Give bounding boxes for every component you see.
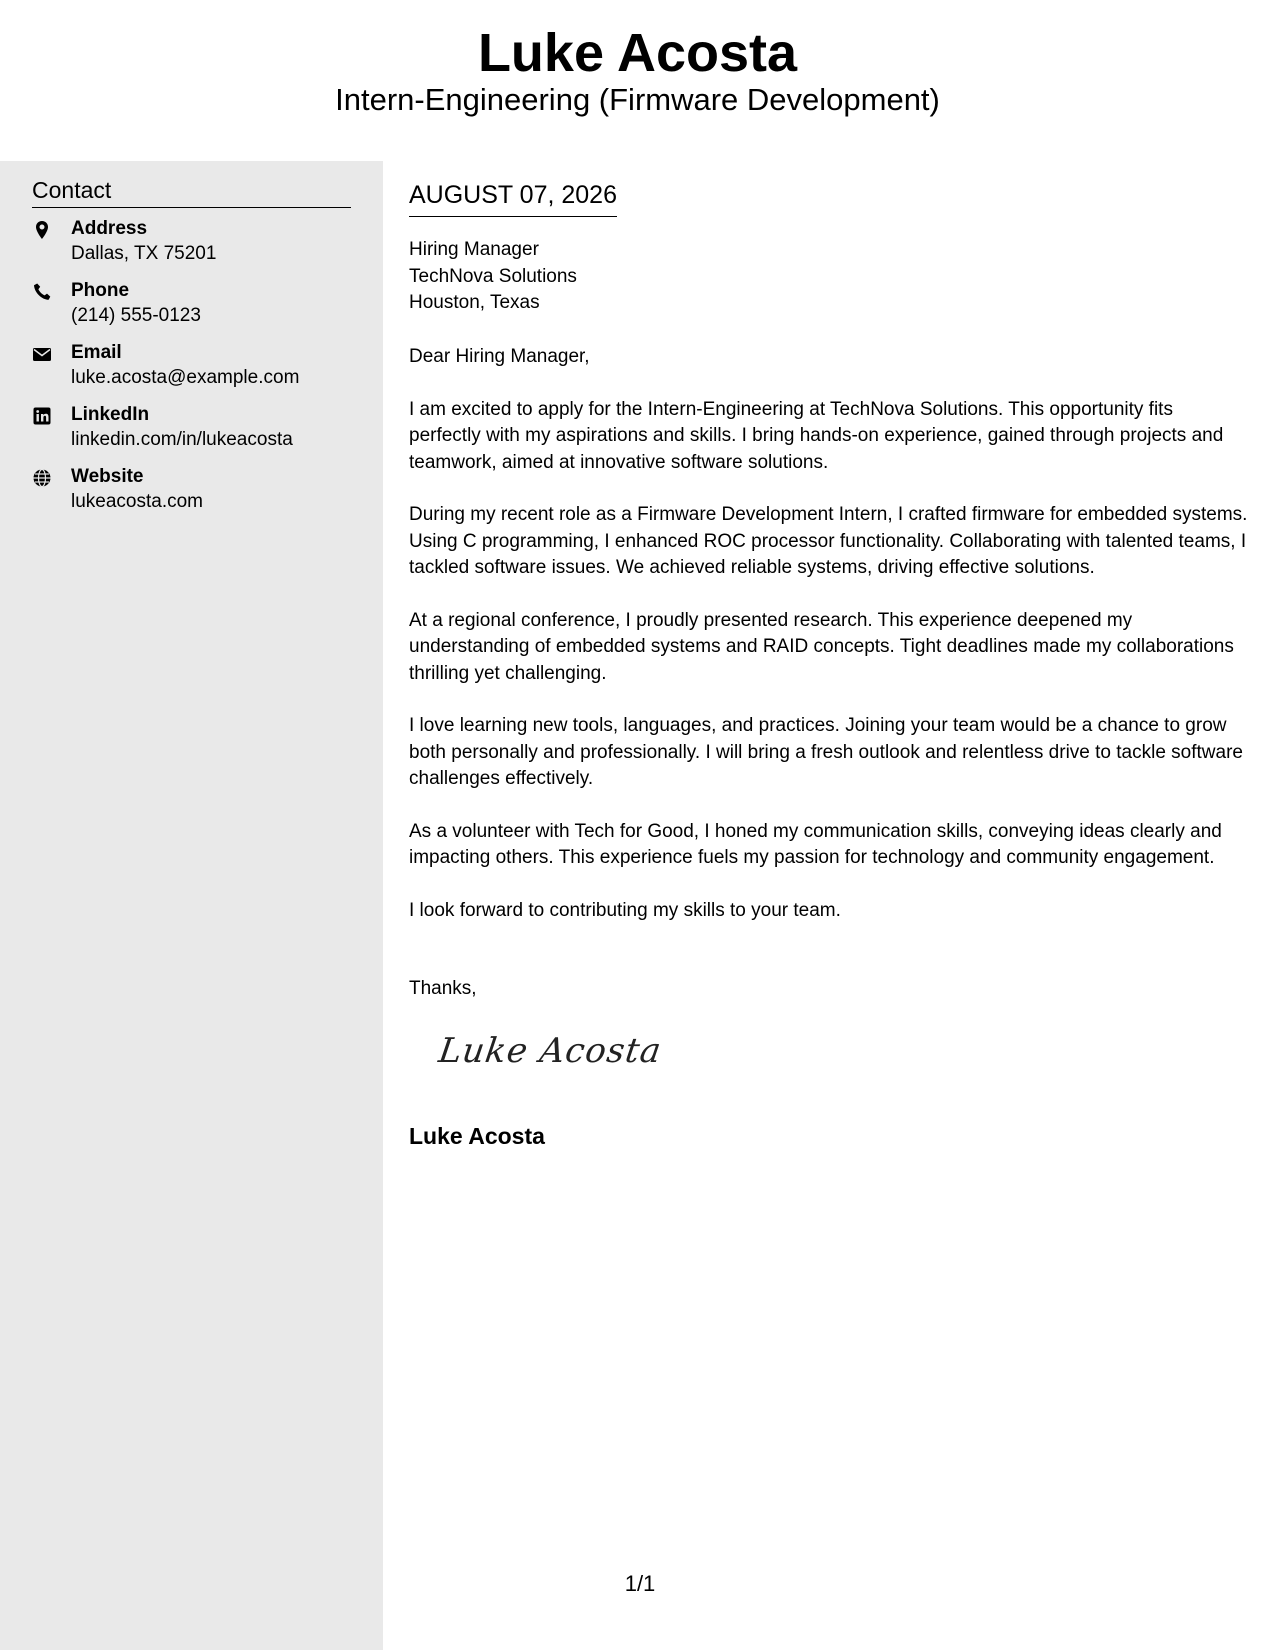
signed-name: Luke Acosta (409, 1123, 545, 1149)
closing: Thanks, (409, 978, 477, 999)
contact-value: (214) 555-0123 (71, 305, 201, 326)
contact-sidebar (0, 161, 383, 1650)
envelope-icon (32, 344, 54, 366)
phone-icon (32, 282, 54, 304)
body-paragraph: As a volunteer with Tech for Good, I honed my communication skills, conveying ideas clearly and impacting others. This experience fuels my passion for technology and community engagement. (409, 820, 1222, 868)
contact-address (32, 216, 362, 272)
globe-icon (32, 468, 54, 490)
body-paragraph: I am excited to apply for the Intern-Engineering at TechNova Solutions. This opportunity fits perfectly with my aspirations and skills. I bring hands-on experience, gained through projects and teamwork, aimed at innovative software solutions. (409, 398, 1224, 473)
contact-value: luke.acosta@example.com (71, 367, 300, 388)
recipient-line: Houston, Texas (409, 292, 540, 313)
contact-website (32, 464, 362, 520)
recipient-line: TechNova Solutions (409, 265, 577, 287)
recipient-block (409, 237, 577, 317)
recipient-line: Hiring Manager (409, 239, 539, 260)
body-paragraph: I look forward to contributing my skills to your team. (409, 899, 841, 921)
signature: Luke Acosta (436, 1031, 665, 1071)
salutation: Dear Hiring Manager, (409, 346, 590, 367)
contact-label: Phone (71, 280, 130, 301)
contact-heading: Contact (32, 175, 351, 208)
contact-linkedin (32, 402, 362, 458)
contact-value: linkedin.com/in/lukeacosta (71, 429, 293, 450)
contact-label: Website (71, 466, 144, 487)
contact-value: lukeacosta.com (71, 491, 204, 512)
contact-value: Dallas, TX 75201 (71, 243, 217, 264)
page-number: 1/1 (624, 1571, 656, 1596)
linkedin-icon (32, 406, 54, 428)
contact-email (32, 340, 362, 396)
contact-phone (32, 278, 362, 334)
applicant-name: Luke Acosta (477, 23, 798, 83)
contact-label: Email (71, 342, 122, 363)
letter-header (0, 0, 1275, 160)
letter-date: AUGUST 07, 2026 (409, 179, 617, 217)
body-paragraph: During my recent role as a Firmware Development Intern, I crafted firmware for embedded systems. Using C programming, I enhanced ROC processor functionality. Collaborating with talented teams, I tackled software issues. We achieved reliable systems, driving effective solutions. (409, 504, 1248, 578)
map-pin-icon (32, 220, 54, 242)
contact-label: Address (71, 218, 148, 239)
body-paragraph: At a regional conference, I proudly presented research. This experience deepened my understanding of embedded systems and RAID concepts. Tight deadlines made my collaborations thrilling yet challenging. (409, 609, 1234, 684)
letter-body (409, 344, 1249, 950)
body-paragraph: I love learning new tools, languages, and practices. Joining your team would be a chance to grow both personally and professionally. I will bring a fresh outlook and relentless drive to tackle software challenges effectively. (409, 715, 1243, 789)
contact-label: LinkedIn (71, 404, 150, 425)
job-title: Intern-Engineering (Firmware Development) (335, 82, 940, 117)
